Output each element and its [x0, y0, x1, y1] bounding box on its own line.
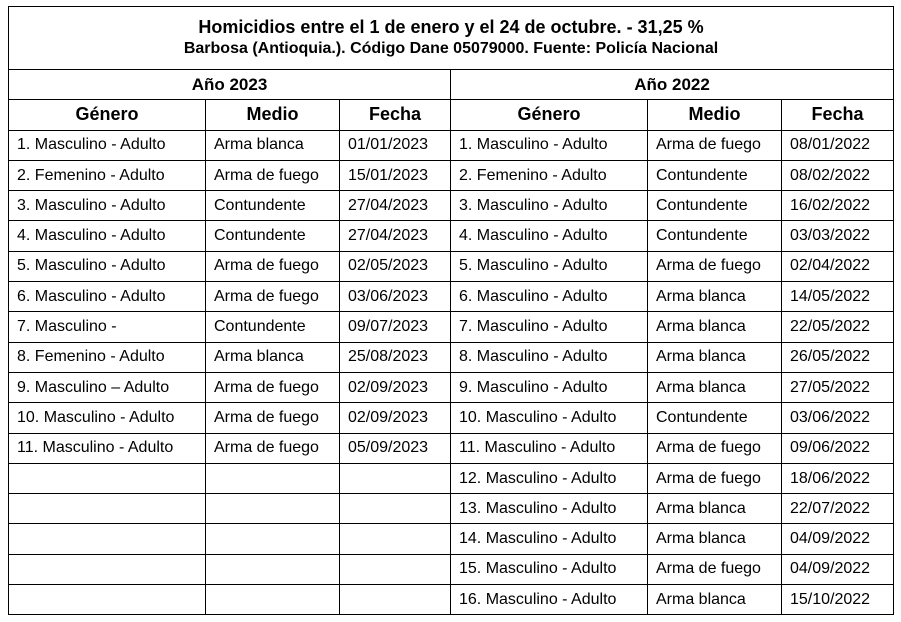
table-row: [9, 312, 894, 342]
table-row: [9, 191, 894, 221]
cell-fecha-2023: 25/08/2023: [340, 342, 451, 372]
cell-fecha-2022: 22/05/2022: [782, 312, 894, 342]
cell-genero-2023: 3. Masculino - Adulto: [9, 191, 206, 221]
cell-genero-2023: 5. Masculino - Adulto: [9, 251, 206, 281]
cell-fecha-2022: 04/09/2022: [782, 554, 894, 584]
cell-genero-2022: 2. Femenino - Adulto: [451, 160, 648, 190]
cell-genero-2023: 2. Femenino - Adulto: [9, 160, 206, 190]
cell-genero-2022: 8. Masculino - Adulto: [451, 342, 648, 372]
year-2022-header: Año 2022: [451, 70, 894, 100]
cell-genero-2023: [9, 524, 206, 554]
cell-medio-2022: Arma de fuego: [648, 251, 782, 281]
cell-genero-2022: 9. Masculino - Adulto: [451, 372, 648, 402]
homicide-table: [8, 6, 894, 615]
cell-genero-2022: 4. Masculino - Adulto: [451, 221, 648, 251]
table-row: [9, 585, 894, 615]
cell-fecha-2023: [340, 524, 451, 554]
cell-medio-2023: Contundente: [206, 312, 340, 342]
cell-medio-2022: Arma de fuego: [648, 433, 782, 463]
cell-genero-2022: 6. Masculino - Adulto: [451, 282, 648, 312]
cell-genero-2023: 8. Femenino - Adulto: [9, 342, 206, 372]
cell-medio-2023: [206, 463, 340, 493]
cell-fecha-2023: [340, 494, 451, 524]
cell-fecha-2023: 27/04/2023: [340, 191, 451, 221]
year-2023-header: Año 2023: [9, 70, 451, 100]
cell-genero-2023: [9, 585, 206, 615]
cell-medio-2023: Arma de fuego: [206, 160, 340, 190]
cell-fecha-2022: 18/06/2022: [782, 463, 894, 493]
cell-fecha-2022: 16/02/2022: [782, 191, 894, 221]
cell-fecha-2022: 26/05/2022: [782, 342, 894, 372]
table-title: [9, 7, 894, 70]
cell-medio-2023: [206, 524, 340, 554]
cell-genero-2022: 10. Masculino - Adulto: [451, 403, 648, 433]
cell-genero-2023: 1. Masculino - Adulto: [9, 130, 206, 160]
cell-fecha-2023: 05/09/2023: [340, 433, 451, 463]
table-row: [9, 433, 894, 463]
cell-fecha-2022: 15/10/2022: [782, 585, 894, 615]
cell-fecha-2023: [340, 463, 451, 493]
cell-genero-2023: 11. Masculino - Adulto: [9, 433, 206, 463]
column-header-fecha-2022: Fecha: [782, 100, 894, 130]
cell-fecha-2023: 01/01/2023: [340, 130, 451, 160]
title-line-1: Homicidios entre el 1 de enero y el 24 de octubre. - 31,25 %: [198, 17, 704, 37]
title-row: [9, 7, 894, 70]
cell-genero-2022: 15. Masculino - Adulto: [451, 554, 648, 584]
cell-medio-2022: Arma blanca: [648, 282, 782, 312]
cell-medio-2023: Arma de fuego: [206, 403, 340, 433]
cell-fecha-2023: [340, 554, 451, 584]
cell-genero-2022: 1. Masculino - Adulto: [451, 130, 648, 160]
cell-genero-2022: 16. Masculino - Adulto: [451, 585, 648, 615]
column-header-fecha-2023: Fecha: [340, 100, 451, 130]
cell-genero-2023: 9. Masculino – Adulto: [9, 372, 206, 402]
cell-medio-2023: Contundente: [206, 191, 340, 221]
table-row: [9, 342, 894, 372]
cell-fecha-2022: 22/07/2022: [782, 494, 894, 524]
cell-genero-2022: 7. Masculino - Adulto: [451, 312, 648, 342]
cell-medio-2023: Arma de fuego: [206, 282, 340, 312]
table-row: [9, 403, 894, 433]
cell-fecha-2022: 04/09/2022: [782, 524, 894, 554]
cell-medio-2022: Arma de fuego: [648, 554, 782, 584]
column-header-genero-2022: Género: [451, 100, 648, 130]
cell-genero-2022: 13. Masculino - Adulto: [451, 494, 648, 524]
cell-fecha-2022: 08/01/2022: [782, 130, 894, 160]
cell-medio-2022: Arma blanca: [648, 585, 782, 615]
cell-fecha-2023: 09/07/2023: [340, 312, 451, 342]
cell-fecha-2023: 02/09/2023: [340, 372, 451, 402]
cell-genero-2023: [9, 554, 206, 584]
cell-medio-2023: Arma de fuego: [206, 433, 340, 463]
cell-genero-2023: 10. Masculino - Adulto: [9, 403, 206, 433]
table-body: [9, 130, 894, 615]
cell-medio-2022: Contundente: [648, 221, 782, 251]
table-row: [9, 130, 894, 160]
table-row: [9, 160, 894, 190]
cell-genero-2023: 6. Masculino - Adulto: [9, 282, 206, 312]
table-row: [9, 463, 894, 493]
cell-fecha-2022: 03/03/2022: [782, 221, 894, 251]
year-header-row: [9, 70, 894, 100]
cell-genero-2023: 7. Masculino -: [9, 312, 206, 342]
cell-fecha-2022: 09/06/2022: [782, 433, 894, 463]
cell-fecha-2022: 27/05/2022: [782, 372, 894, 402]
cell-genero-2022: 14. Masculino - Adulto: [451, 524, 648, 554]
cell-genero-2022: 11. Masculino - Adulto: [451, 433, 648, 463]
title-line-2: Barbosa (Antioquia.). Código Dane 05079000. Fuente: Policía Nacional: [183, 40, 719, 57]
cell-fecha-2022: 02/04/2022: [782, 251, 894, 281]
cell-genero-2022: 3. Masculino - Adulto: [451, 191, 648, 221]
cell-medio-2023: Arma de fuego: [206, 251, 340, 281]
cell-medio-2023: [206, 494, 340, 524]
cell-fecha-2022: 08/02/2022: [782, 160, 894, 190]
cell-genero-2023: 4. Masculino - Adulto: [9, 221, 206, 251]
cell-medio-2023: Contundente: [206, 221, 340, 251]
cell-medio-2022: Contundente: [648, 160, 782, 190]
cell-medio-2022: Arma blanca: [648, 372, 782, 402]
cell-medio-2022: Arma blanca: [648, 342, 782, 372]
cell-medio-2022: Arma blanca: [648, 494, 782, 524]
homicide-report: [8, 6, 893, 615]
cell-medio-2023: Arma de fuego: [206, 372, 340, 402]
column-header-row: [9, 100, 894, 130]
table-row: [9, 251, 894, 281]
column-header-genero-2023: Género: [9, 100, 206, 130]
cell-medio-2022: Contundente: [648, 403, 782, 433]
cell-genero-2022: 5. Masculino - Adulto: [451, 251, 648, 281]
cell-medio-2022: Contundente: [648, 191, 782, 221]
cell-genero-2022: 12. Masculino - Adulto: [451, 463, 648, 493]
cell-fecha-2022: 14/05/2022: [782, 282, 894, 312]
cell-medio-2023: [206, 554, 340, 584]
cell-fecha-2023: 15/01/2023: [340, 160, 451, 190]
cell-medio-2022: Arma de fuego: [648, 130, 782, 160]
table-row: [9, 524, 894, 554]
table-row: [9, 554, 894, 584]
column-header-medio-2022: Medio: [648, 100, 782, 130]
cell-fecha-2023: [340, 585, 451, 615]
cell-medio-2023: [206, 585, 340, 615]
cell-fecha-2023: 02/05/2023: [340, 251, 451, 281]
column-header-medio-2023: Medio: [206, 100, 340, 130]
cell-genero-2023: [9, 494, 206, 524]
table-row: [9, 221, 894, 251]
cell-medio-2023: Arma blanca: [206, 130, 340, 160]
cell-medio-2023: Arma blanca: [206, 342, 340, 372]
cell-fecha-2023: 02/09/2023: [340, 403, 451, 433]
table-row: [9, 282, 894, 312]
cell-fecha-2023: 27/04/2023: [340, 221, 451, 251]
cell-medio-2022: Arma blanca: [648, 312, 782, 342]
cell-medio-2022: Arma blanca: [648, 524, 782, 554]
cell-medio-2022: Arma de fuego: [648, 463, 782, 493]
table-row: [9, 494, 894, 524]
cell-fecha-2022: 03/06/2022: [782, 403, 894, 433]
table-row: [9, 372, 894, 402]
cell-genero-2023: [9, 463, 206, 493]
cell-fecha-2023: 03/06/2023: [340, 282, 451, 312]
